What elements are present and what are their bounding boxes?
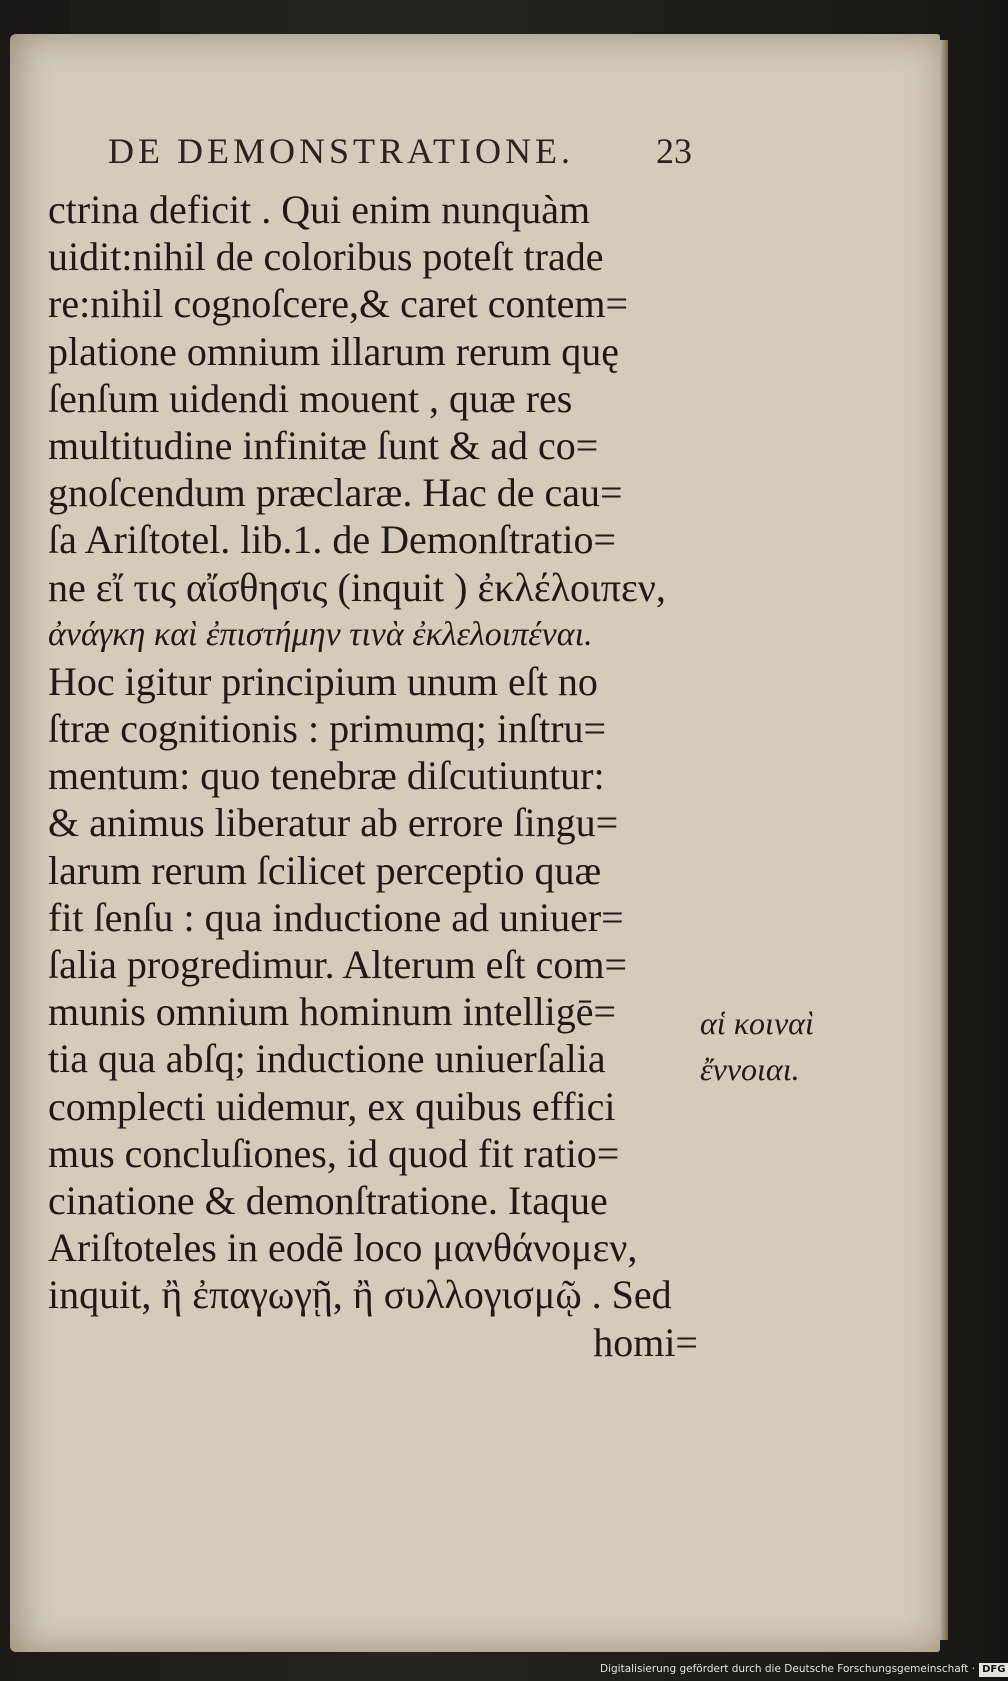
text-line: inquit, ἢ ἐπαγωγῇ, ἢ συλλογισμῷ . Sed — [48, 1272, 672, 1318]
text-line: ſa Ariſtotel. lib.1. de Demonſtratio= — [48, 517, 617, 563]
dfg-logo: DFG — [979, 1663, 1008, 1677]
text-line: uidit:nihil de coloribus poteſt trade — [48, 234, 604, 280]
body-text — [48, 186, 698, 1366]
text-line: Ariſtoteles in eodē loco μανθάνομεν, — [48, 1225, 638, 1271]
text-line: ſtræ cognitionis : primumq; inſtru= — [48, 706, 607, 752]
text-line: multitudine infinitæ ſunt & ad co= — [48, 422, 599, 468]
text-line: fit ſenſu : qua inductione ad uniuer= — [48, 894, 624, 940]
running-head-title: DE DEMONSTRATIONE. — [108, 131, 574, 171]
text-line: ſenſum uidendi mouent , quæ res — [48, 375, 573, 421]
marginal-note-line: αἱ κοιναὶ — [700, 1005, 814, 1041]
text-line: platione omnium illarum rerum quę — [48, 328, 619, 374]
catchword: homi= — [593, 1319, 698, 1365]
text-line: complecti uidemur, ex quibus effici — [48, 1083, 616, 1129]
text-line: larum rerum ſcilicet perceptio quæ — [48, 847, 602, 893]
text-line: ſalia progredimur. Alterum eſt com= — [48, 942, 628, 987]
text-line: mus concluſiones, id quod fit ratio= — [48, 1130, 620, 1176]
digitization-footer — [600, 1659, 1006, 1679]
marginal-note — [700, 1000, 880, 1092]
footer-credit: Digitalisierung gefördert durch die Deutsche Forschungsgemeinschaft · — [600, 1663, 976, 1675]
marginal-note-line: ἔννοιαι. — [700, 1051, 800, 1087]
text-line: gnoſcendum præclaræ. Hac de cau= — [48, 470, 623, 516]
text-line: mentum: quo tenebræ diſcutiuntur: — [48, 753, 605, 799]
text-line: ctrina deficit . Qui enim nunquàm — [48, 187, 591, 232]
text-line: tia qua abſq; inductione uniuerſalia — [48, 1036, 606, 1082]
text-line-greek: ἀνάγκη καὶ ἐπιστήμην τινὰ ἐκλελοιπέναι. — [48, 615, 593, 653]
text-line: Hoc igitur principium unum eſt no — [48, 658, 598, 704]
text-line: ne εἴ τις αἴσθησις (inquit ) ἐκλέλοιπεν, — [48, 564, 666, 610]
running-head — [108, 130, 708, 180]
text-line: re:nihil cognoſcere,& caret contem= — [48, 281, 629, 327]
page-number: 23 — [656, 131, 692, 171]
text-line: munis omnium hominum intelligē= — [48, 989, 617, 1035]
page-edge — [940, 40, 948, 1640]
text-line: cinatione & demonſtratione. Itaque — [48, 1177, 608, 1223]
text-line: & animus liberatur ab errore ſingu= — [48, 800, 619, 846]
